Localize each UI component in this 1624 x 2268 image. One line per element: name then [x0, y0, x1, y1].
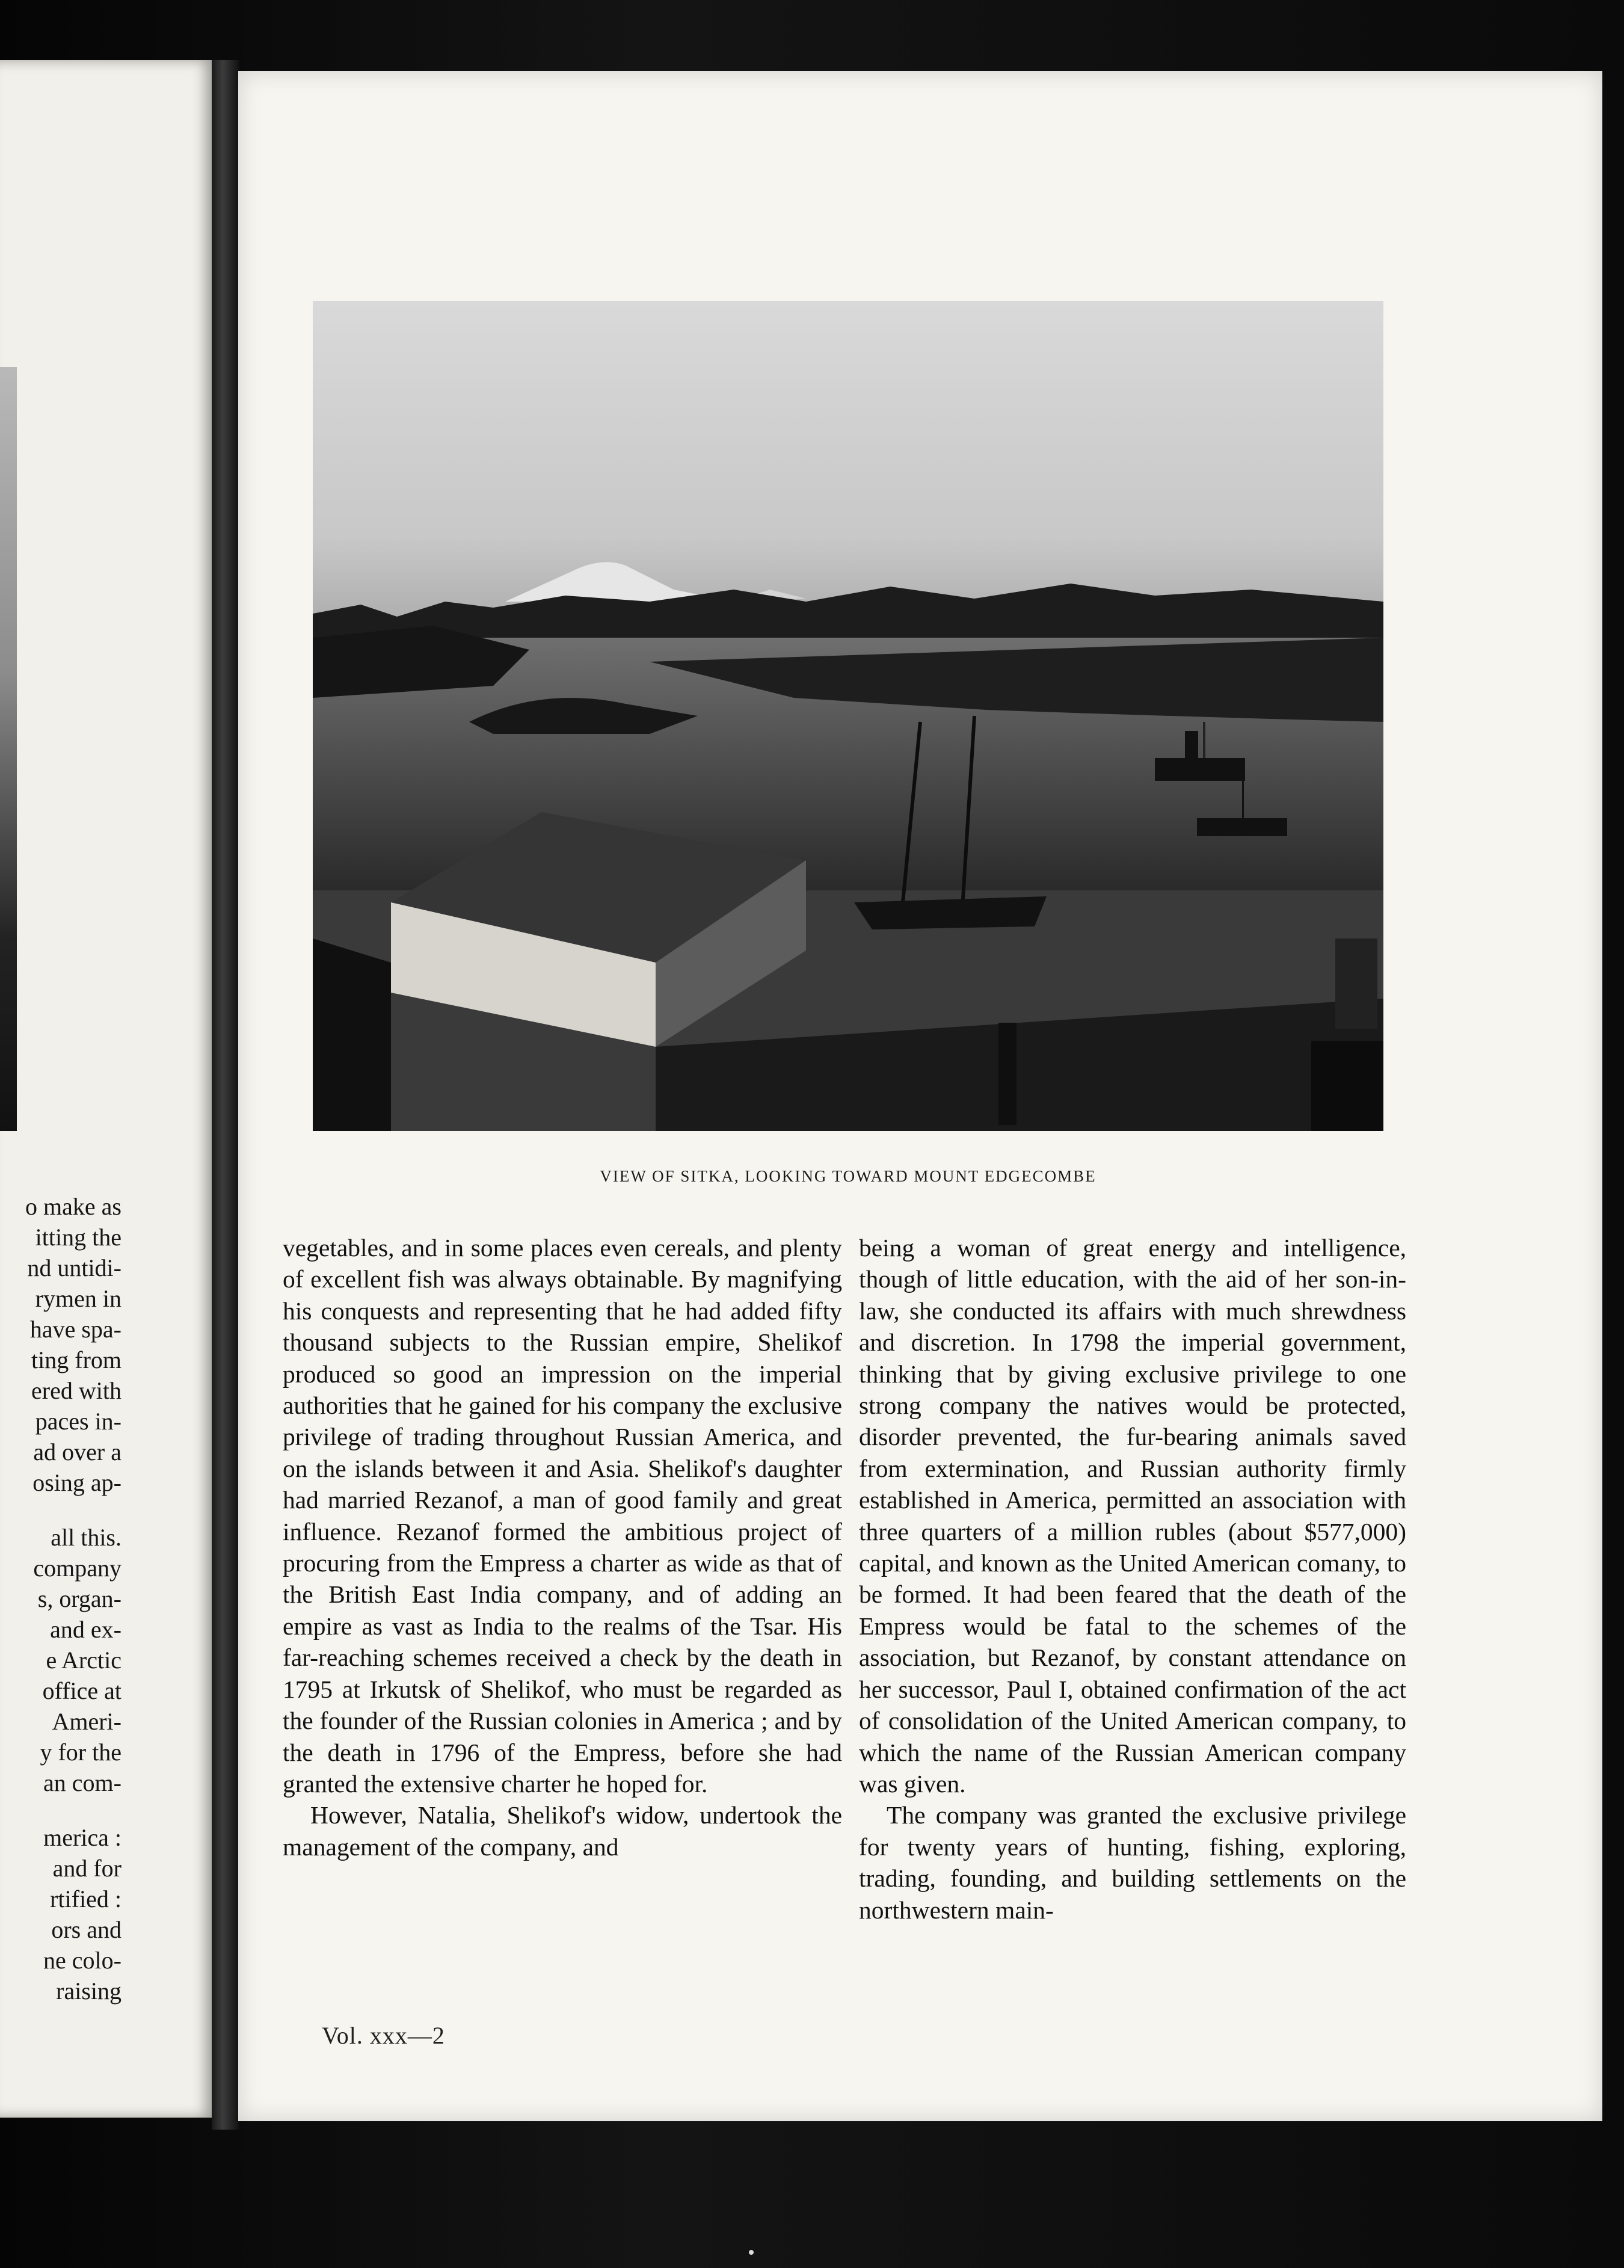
- left-page-line: o make as: [25, 1193, 121, 1220]
- left-page-line: y for the: [40, 1739, 121, 1766]
- left-page-line: have spa-: [29, 1316, 121, 1343]
- left-page-line: all this.: [51, 1524, 121, 1551]
- left-page-line: osing ap-: [32, 1469, 121, 1496]
- left-page-line: merica :: [43, 1824, 121, 1851]
- left-page-line: s, organ-: [37, 1585, 121, 1612]
- volume-footer: Vol. xxx—2: [322, 2022, 445, 2049]
- left-page-line: ting from: [31, 1346, 121, 1373]
- paragraph: However, Natalia, Shelikof's widow, undertook the management of the company, and: [283, 1801, 842, 1861]
- left-page-line: [0, 1498, 121, 1522]
- left-facing-page: [0, 60, 217, 2118]
- left-page-line: nd untidi-: [27, 1254, 121, 1281]
- left-page-line: ad over a: [33, 1438, 121, 1465]
- left-page-line: ne colo-: [43, 1947, 121, 1974]
- left-page-line: itting the: [35, 1224, 121, 1251]
- left-page-line: company: [33, 1555, 121, 1582]
- left-page-line: and for: [52, 1855, 121, 1882]
- left-page-line: ors and: [51, 1916, 121, 1943]
- text-column-right: [859, 1232, 1406, 1926]
- paragraph: vegetables, and in some places even cereals, and plenty of excellent fish was always obtainable. By magnifying his conquests and representing that he had added fifty thousand subjects to the Russian empire, Shelikof produced so good an impression on the imperial authorities that he gained for his company the exclusive privilege of trading throughout Russian America, and on the islands between it and Asia. Shelikof's daughter had married Rezanof, a man of good family and great influence. Rezanof formed the ambitious project of procuring from the Empress a charter as wide as that of the British East India company, and of adding an empire as vast as India to the realms of the Tsar. His far-reaching schemes received a check by the death in 1795 at Irkutsk of Shelikof, who must be regarded as the founder of the Russian colonies in America ; and by the death in 1796 of the Empress, before she had granted the extensive charter he hoped for.: [283, 1234, 842, 1798]
- scan-speck: [749, 2250, 754, 2255]
- left-page-line: [0, 1798, 121, 1822]
- left-page-photo-edge: [0, 367, 17, 1131]
- text-column-left: [283, 1232, 842, 1863]
- left-page-line: and ex-: [50, 1616, 121, 1643]
- left-page-line: rtified :: [50, 1885, 121, 1912]
- sitka-harbor-photograph: [313, 301, 1383, 1131]
- left-page-line: e Arctic: [46, 1647, 121, 1674]
- left-page-line: Ameri-: [52, 1708, 121, 1735]
- left-page-line: raising: [56, 1977, 121, 2005]
- left-page-line: office at: [42, 1677, 121, 1704]
- photo-caption: VIEW OF SITKA, LOOKING TOWARD MOUNT EDGECOMBE: [600, 1167, 1097, 1185]
- left-page-line: ered with: [31, 1377, 121, 1404]
- paragraph: The company was granted the exclusive privilege for twenty years of hunting, fishing, exploring, trading, founding, and building settlements on the northwestern main-: [859, 1801, 1406, 1924]
- left-page-line: rymen in: [35, 1285, 121, 1312]
- left-page-text-column: [0, 1191, 121, 2006]
- left-page-line: an com-: [43, 1769, 121, 1796]
- book-gutter: [212, 60, 239, 2130]
- paragraph: being a woman of great energy and intelligence, though of little education, with the aid of her son-in-law, she conducted its affairs with much shrewdness and discretion. In 1798 the imperial government, thinking that by giving exclusive privilege to one strong company the natives would be protected, disorder prevented, the fur-bearing animals saved from extermination, and Russian authority firmly established in America, permitted an association with three quarters of a million rubles (about $577,000) capital, and known as the United American comany, to be formed. It had been feared that the death of the Empress would be fatal to the schemes of the association, but Rezanof, by constant attendance on her successor, Paul I, obtained confirmation of the act of consolidation of the United American company, to which the name of the Russian American company was given.: [859, 1234, 1406, 1798]
- left-page-line: paces in-: [35, 1408, 121, 1435]
